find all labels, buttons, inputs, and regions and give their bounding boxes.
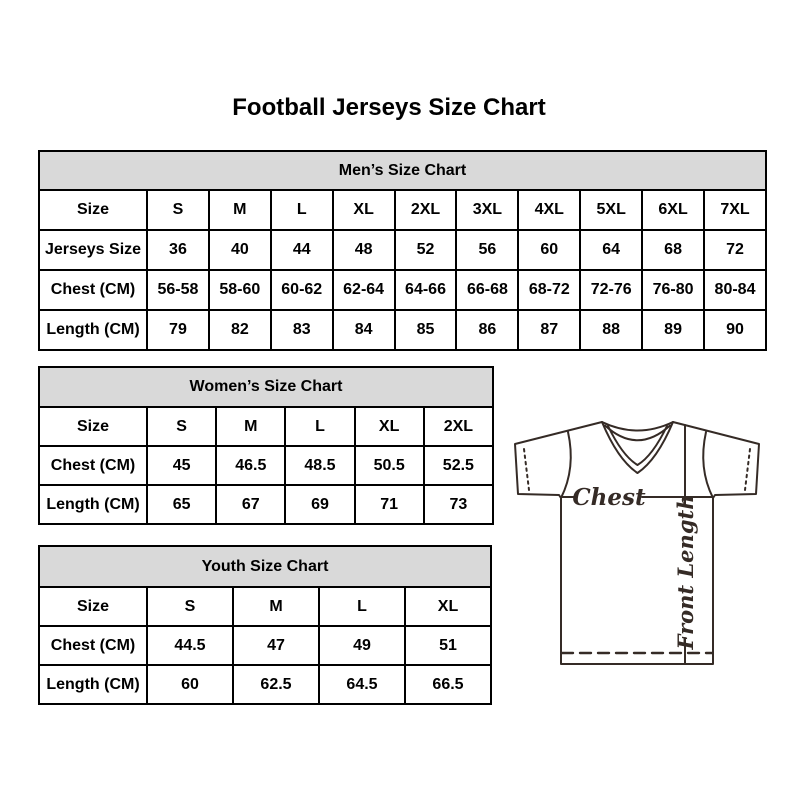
row-label-cell: Size (39, 190, 147, 230)
value-cell: L (319, 587, 405, 626)
value-cell: 47 (233, 626, 319, 665)
left-armhole-line (561, 432, 571, 498)
value-cell: 64-66 (395, 270, 457, 310)
value-cell: 67 (216, 485, 285, 524)
value-cell: S (147, 407, 216, 446)
value-cell: 60 (518, 230, 580, 270)
mens-size-table (38, 150, 767, 351)
table-row (39, 270, 766, 310)
value-cell: 56 (456, 230, 518, 270)
size-chart-section-title: Men’s Size Chart (39, 151, 766, 190)
womens-size-table (38, 366, 494, 525)
jersey-diagram-svg (505, 402, 775, 672)
value-cell: 2XL (395, 190, 457, 230)
row-label-cell: Length (CM) (39, 665, 147, 704)
value-cell: 44 (271, 230, 333, 270)
value-cell: 36 (147, 230, 209, 270)
value-cell: XL (405, 587, 491, 626)
size-chart-section-title: Women’s Size Chart (39, 367, 493, 407)
value-cell: 68-72 (518, 270, 580, 310)
value-cell: 84 (333, 310, 395, 350)
value-cell: 56-58 (147, 270, 209, 310)
value-cell: 62-64 (333, 270, 395, 310)
section-title-row (39, 546, 491, 587)
youth-size-table (38, 545, 492, 705)
value-cell: 49 (319, 626, 405, 665)
table-row (39, 230, 766, 270)
value-cell: 66.5 (405, 665, 491, 704)
value-cell: XL (333, 190, 395, 230)
chest-label: Chest (572, 484, 646, 511)
value-cell: 7XL (704, 190, 766, 230)
right-armhole-line (703, 432, 713, 498)
row-label-cell: Chest (CM) (39, 626, 147, 665)
table-row (39, 190, 766, 230)
value-cell: 87 (518, 310, 580, 350)
table-row (39, 665, 491, 704)
value-cell: 68 (642, 230, 704, 270)
table-row (39, 407, 493, 446)
value-cell: 76-80 (642, 270, 704, 310)
section-title-row (39, 151, 766, 190)
value-cell: 48 (333, 230, 395, 270)
value-cell: L (271, 190, 333, 230)
left-cuff-dotted-line (524, 449, 529, 490)
right-cuff-dotted-line (745, 449, 750, 490)
value-cell: M (209, 190, 271, 230)
value-cell: 6XL (642, 190, 704, 230)
table-row (39, 587, 491, 626)
row-label-cell: Size (39, 587, 147, 626)
value-cell: 58-60 (209, 270, 271, 310)
row-label-cell: Length (CM) (39, 310, 147, 350)
value-cell: 88 (580, 310, 642, 350)
value-cell: 89 (642, 310, 704, 350)
row-label-cell: Chest (CM) (39, 270, 147, 310)
value-cell: 52 (395, 230, 457, 270)
table-row (39, 310, 766, 350)
value-cell: 73 (424, 485, 493, 524)
value-cell: S (147, 587, 233, 626)
value-cell: 3XL (456, 190, 518, 230)
table-row (39, 446, 493, 485)
value-cell: M (216, 407, 285, 446)
size-chart-section-title: Youth Size Chart (39, 546, 491, 587)
row-label-cell: Size (39, 407, 147, 446)
value-cell: 2XL (424, 407, 493, 446)
value-cell: 72 (704, 230, 766, 270)
value-cell: 50.5 (355, 446, 424, 485)
value-cell: 83 (271, 310, 333, 350)
value-cell: 66-68 (456, 270, 518, 310)
value-cell: 48.5 (285, 446, 354, 485)
v-neck-inner-line (608, 426, 667, 465)
row-label-cell: Jerseys Size (39, 230, 147, 270)
table-row (39, 626, 491, 665)
value-cell: 90 (704, 310, 766, 350)
row-label-cell: Length (CM) (39, 485, 147, 524)
value-cell: 79 (147, 310, 209, 350)
value-cell: 5XL (580, 190, 642, 230)
value-cell: 65 (147, 485, 216, 524)
value-cell: 72-76 (580, 270, 642, 310)
value-cell: 52.5 (424, 446, 493, 485)
value-cell: 46.5 (216, 446, 285, 485)
collar-top-line (602, 422, 673, 431)
value-cell: 64 (580, 230, 642, 270)
value-cell: 86 (456, 310, 518, 350)
page-title: Football Jerseys Size Chart (232, 94, 546, 121)
value-cell: M (233, 587, 319, 626)
value-cell: 40 (209, 230, 271, 270)
table-row (39, 485, 493, 524)
section-title-row (39, 367, 493, 407)
value-cell: 51 (405, 626, 491, 665)
front-length-label: Front Length (673, 494, 698, 650)
value-cell: L (285, 407, 354, 446)
jersey-measurement-diagram (505, 402, 775, 672)
value-cell: 60-62 (271, 270, 333, 310)
row-label-cell: Chest (CM) (39, 446, 147, 485)
value-cell: XL (355, 407, 424, 446)
value-cell: 44.5 (147, 626, 233, 665)
value-cell: 71 (355, 485, 424, 524)
value-cell: 45 (147, 446, 216, 485)
value-cell: 60 (147, 665, 233, 704)
value-cell: 85 (395, 310, 457, 350)
value-cell: 4XL (518, 190, 580, 230)
value-cell: 69 (285, 485, 354, 524)
value-cell: 80-84 (704, 270, 766, 310)
value-cell: 64.5 (319, 665, 405, 704)
value-cell: 62.5 (233, 665, 319, 704)
value-cell: 82 (209, 310, 271, 350)
jersey-outline (515, 422, 759, 664)
value-cell: S (147, 190, 209, 230)
